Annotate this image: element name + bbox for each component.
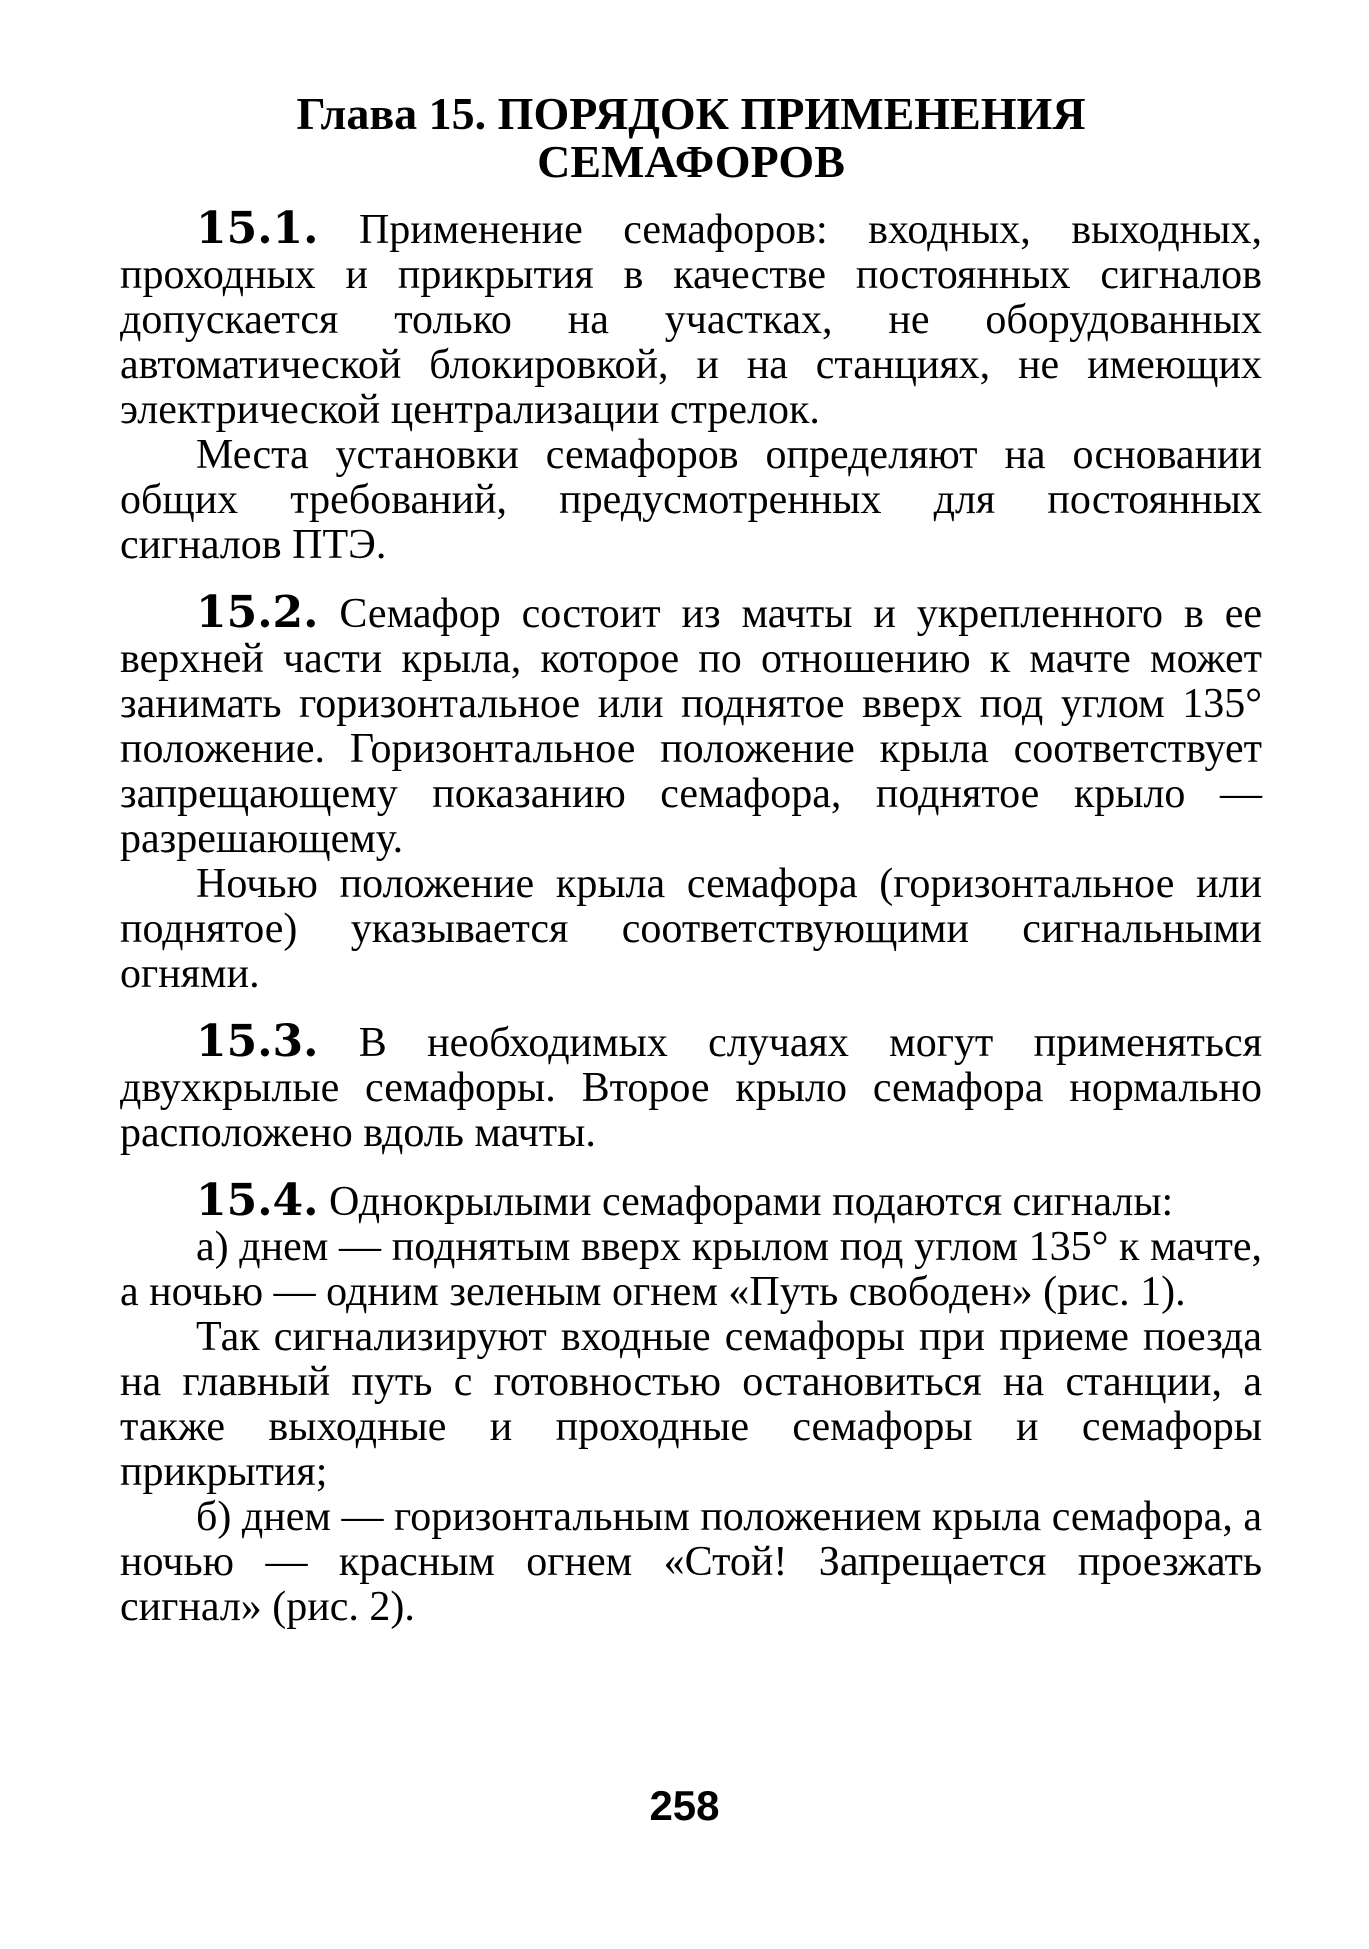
section-15-2-paragraph-2 (120, 862, 1262, 997)
section-15-4-item-a (120, 1225, 1262, 1315)
section-15-2-paragraph-1 (120, 587, 1262, 862)
paragraph-text: а) днем — поднятым вверх крылом под углом 135° к мачте, а ночью — одним зеленым огнем «Путь свободен» (рис. 1). (120, 1224, 1262, 1315)
paragraph-text: Ночью положение крыла семафора (горизонтальное или поднятое) указывается соответствующими сигнальными огнями. (120, 861, 1262, 997)
section-number: 15.2. (196, 587, 319, 638)
page-number: 258 (649, 1782, 720, 1829)
section-15-1-paragraph-1 (120, 203, 1262, 433)
paragraph-text: Места установки семафоров определяют на основании общих требований, предусмотренных для постоянных сигналов ПТЭ. (120, 432, 1262, 568)
section-number: 15.1. (196, 203, 319, 254)
section-15-3-paragraph-1 (120, 1016, 1263, 1156)
paragraph-text: Так сигнализируют входные семафоры при приеме поезда на главный путь с готовностью остановиться на станции, а также выходные и проходные семафоры и семафоры прикрытия; (120, 1314, 1262, 1495)
section-15-4-paragraph-1 (120, 1175, 1262, 1226)
section-15-4-paragraph-3 (120, 1315, 1262, 1495)
section-15-1-paragraph-2 (120, 433, 1262, 568)
paragraph-text: Семафор состоит из мачты и укрепленного в ее верхней части крыла, которое по отношению к мачте может занимать горизонтальное или поднятое вверх под углом 135° положение. Горизонтальное положение крыла соответствует запрещающему показанию семафора, поднятое крыло — разрешающему. (120, 591, 1262, 862)
document-page (120, 90, 1262, 1630)
chapter-title (120, 90, 1262, 186)
paragraph-text: Применение семафоров: входных, выходных, проходных и прикрытия в качестве постоянных сигналов допускается только на участках, не оборудованных автоматической блокировкой, и на станциях, не имеющих электрической централизации стрелок. (120, 207, 1262, 433)
paragraph-text: б) днем — горизонтальным положением крыла семафора, а ночью — красным огнем «Стой! Запрещается проезжать сигнал» (рис. 2). (120, 1494, 1262, 1630)
section-number: 15.4. (196, 1175, 319, 1226)
paragraph-text: В необходимых случаях могут применяться двухкрылые семафоры. Второе крыло семафора нормально расположено вдоль мачты. (120, 1020, 1263, 1156)
paragraph-text: Однокрылыми семафорами подаются сигналы: (328, 1179, 1174, 1225)
section-15-4-item-b (120, 1495, 1262, 1630)
chapter-title-line-2: СЕМАФОРОВ (537, 136, 845, 187)
chapter-title-line-1: Глава 15. ПОРЯДОК ПРИМЕНЕНИЯ (296, 88, 1086, 139)
section-number: 15.3. (196, 1016, 319, 1067)
